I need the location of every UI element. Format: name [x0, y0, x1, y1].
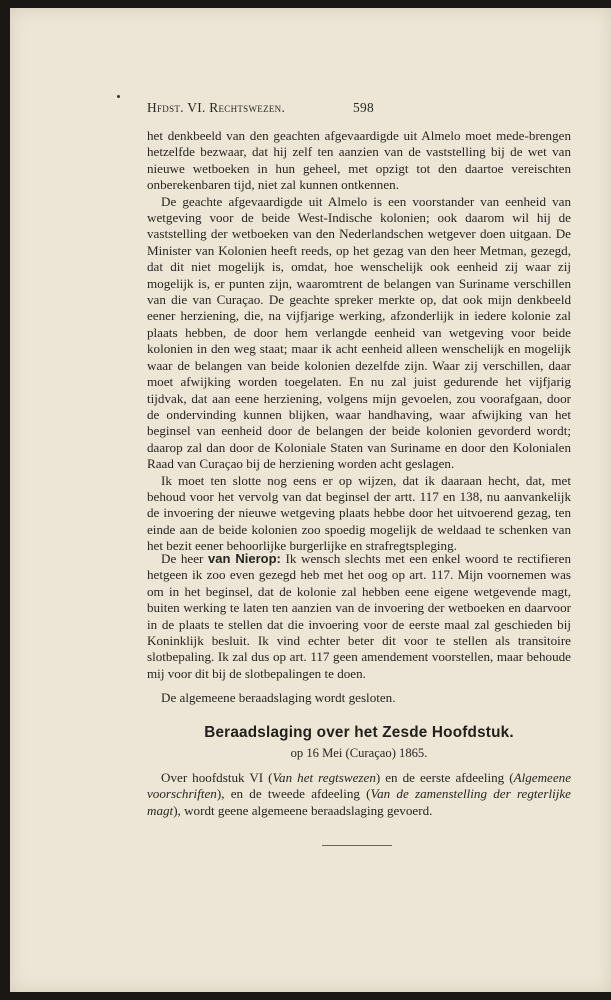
paragraph-slotte: Ik moet ten slotte nog eens er op wijzen, dat ik daaraan hecht, dat, met behoud voor het vervolg van dat beginsel der artt. 117 en 138, nu aanvankelijk de invoering der nieuwe wetgeving plaats hebbe door het uitvoerend gezag, ten einde aan de beide kolonien zoo spoedig mogelijk de weldaad te schenken van het bezit eener behoorlijke burgerlijke en strafregtspleging. [147, 472, 571, 554]
title-regtswezen: Van het regtswezen [272, 770, 376, 785]
section-date: op 16 Mei (Curaçao) 1865. [290, 746, 428, 760]
section-text-g: ), wordt geene algemeene beraadslaging gevoerd. [173, 802, 433, 818]
running-header [147, 100, 565, 118]
chapter-title: Hfdst. VI. Rechtswezen. [147, 100, 286, 115]
section-text-c: ) en de eerste afdeeling ( [375, 770, 514, 785]
section-divider [322, 845, 392, 846]
page-mark [117, 95, 120, 98]
speech-text: Ik wensch slechts met een enkel woord te rectifieren hetgeen ik zoo even gezegd heb met het oog op art. 117. Mijn voornemen was om in het beginsel, dat de kolonie zal hebben eene eigene wetgevende magt, buiten werking te laten ten aanzien van de invoering der wetboeken en daarvoor in de plaats te stellen dat die invoering voor de eerste maal zal geschieden bij Koninklijk besluit. Ik vind echter beter dit voor te stellen als transitoire slotbepaling. Ik zal dus op art. 117 geen amendement voorstellen, maar behoude mij voor dit bij de slotbepalingen te doen. [147, 551, 571, 681]
paragraph-eenheid: De geachte afgevaardigde uit Almelo is een voorstander van eenheid van wetgeving voor de beide West-Indische kolonien; ook daarom wil hij de vaststelling der wetboeken van den Nederlandschen wetgever doen uitgaan. De Minister van Kolonien heeft reeds, op het gezag van den heer Metman, gezegd, dat dit niet mogelijk is, omdat, hoe wenschelijk ook eenheid zij waar zij mogelijk is, er punten zijn, waaromtrent de belangen van Suriname verschillen van die van Curaçao. De geachte spreker merkte op, dat ook mijn denkbeeld eener herziening, die, na vijfjarige werking, afzonderlijk in iedere kolonie zal plaats hebben, de door hem verlangde eenheid van wetgeving voor beide kolonien in den weg staat; maar ik acht eenheid alleen wenschelijk en mogelijk waar de belangen van beide kolonien dezelfde zijn. Waar zij verschillen, daar moet afwijking worden toegelaten. En nu zal juist gedurende het vijfjarig tijdvak, dat aan eene herziening, volgens mijn gevoelen, zou voorafgaan, door de ondervinding kunnen blijken, waar handhaving, waar afwijking van het beginsel van eenheid door de belangen der beide kolonien gevorderd wordt; daarop zal dan door de Koloniale Staten van Suriname en door den Kolonialen Raad van Curaçao bij de herziening worden acht geslagen. [147, 193, 571, 472]
closing-line [147, 690, 571, 706]
speech-van-nierop [147, 551, 571, 682]
page-number: 598 [353, 100, 374, 115]
speaker-name: van Nierop: [208, 551, 281, 566]
section-text-e: ), en de tweede afdeeling ( [216, 786, 371, 802]
paragraph-continuation: het denkbeeld van den geachten afgevaardigde uit Almelo moet mede-brengen hetzelfde bezwaar, dat hij zelf ten aanzien van de vaststelling bij de wet van nieuwe wetboeken in hun geheel, met opzigt tot den daartoe vereischten onberekenbaren tijd, niet zal kunnen ontkennen. [147, 128, 571, 193]
title-algemeene-voorschriften: Algemeene voorschriften [147, 770, 572, 802]
speech-intro: De heer [161, 551, 209, 566]
section-heading: Beraadslaging over het Zesde Hoofdstuk. [204, 724, 514, 741]
section-paragraph [147, 770, 571, 819]
title-zamenstelling: Van de zamenstelling der regterlijke magt [147, 786, 571, 818]
body-text [147, 128, 571, 555]
debate-closed: De algemeene beraadslaging wordt gesloten. [161, 690, 396, 705]
section-text-a: Over hoofdstuk VI ( [161, 770, 273, 785]
